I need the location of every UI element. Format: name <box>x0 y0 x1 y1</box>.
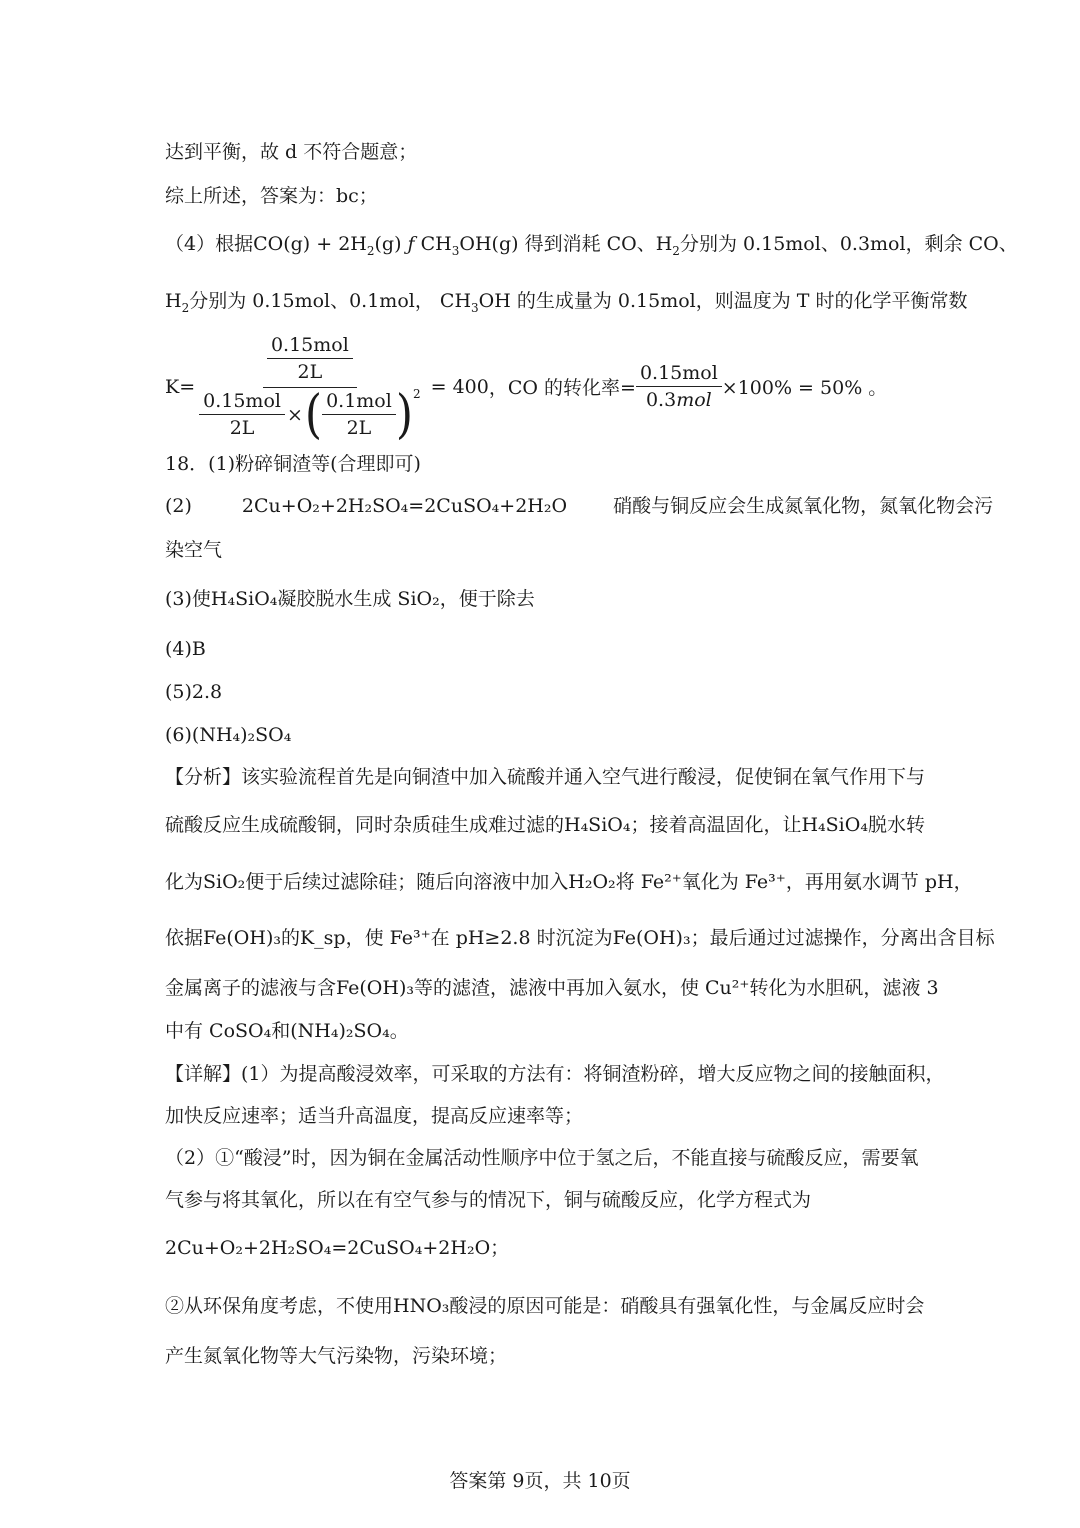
equilibrium-constant-formula: K= $\frac{\text{0.15mol}}{2L}$ $\frac{\text{0.15mol}}{2L}$ × ( $\frac{\text{0.1mol}}{2L}$ ) 2 = 400 ，CO 的转化率= $\frac{\text{0.15mol}}{\text{0.3mol}}$ ×100% = 50% 。 <box>165 334 888 445</box>
detail-equation: 2Cu+O₂+2H₂SO₄=2CuSO₄+2H₂O； <box>165 1237 510 1259</box>
detail-line: 气参与将其氧化，所以在有空气参与的情况下，铜与硫酸反应，化学方程式为 <box>165 1189 812 1211</box>
analysis-line: 硫酸反应生成硫酸铜，同时杂质硅生成难过滤的H₄SiO₄；接着高温固化，让H₄SiO₄脱水转 <box>165 814 925 836</box>
detail-line: 产生氮氧化物等大气污染物，污染环境； <box>165 1345 508 1367</box>
text-line: 综上所述，答案为：bc； <box>165 185 378 207</box>
analysis-line: 中有 CoSO₄和(NH₄)₂SO₄。 <box>165 1020 409 1042</box>
text-line: 染空气 <box>165 539 223 561</box>
page-footer: 答案第 9页，共 10页 <box>449 1470 631 1492</box>
reaction-equation: $CO(g) + 2H_2(g)$ ƒ $CH_3OH(g)$ <box>253 233 519 258</box>
detail-line: ②从环保角度考虑，不使用HNO₃酸浸的原因可能是：硝酸具有强氧化性，与金属反应时会 <box>165 1295 925 1317</box>
k-fraction: $\frac{\text{0.15mol}}{2L}$ $\frac{\text{0.15mol}}{2L}$ × ( $\frac{\text{0.1mol}}{2L}$ ) 2 <box>195 334 425 439</box>
answer-6: (6)(NH₄)₂SO₄ <box>165 724 292 746</box>
detail-line: （2）①“酸浸”时，因为铜在金属活动性顺序中位于氢之后，不能直接与硫酸反应，需要氧 <box>165 1147 919 1169</box>
analysis-line: 【分析】该实验流程首先是向铜渣中加入硫酸并通入空气进行酸浸，促使铜在氧气作用下与 <box>165 766 926 788</box>
answer-3: (3)使H₄SiO₄凝胶脱水生成 SiO₂，便于除去 <box>165 588 535 610</box>
analysis-line: 依据Fe(OH)₃的K_sp，使 Fe³⁺在 pH≥2.8 时沉淀为Fe(OH)₃；最后通过过滤操作，分离出含目标 <box>165 927 995 949</box>
analysis-line: 金属离子的滤液与含Fe(OH)₃等的滤渣，滤液中再加入氨水，使 Cu²⁺转化为水胆矾，滤液 3 <box>165 977 939 999</box>
answer-4: (4)B <box>165 638 206 660</box>
analysis-line: 化为SiO₂便于后续过滤除硅；随后向溶液中加入H₂O₂将 Fe²⁺氧化为 Fe³⁺，再用氨水调节 pH， <box>165 871 973 893</box>
answer-2: (2) 2Cu+O₂+2H₂SO₄=2CuSO₄+2H₂O 硝酸与铜反应会生成氮氧化物，氮氧化物会污 <box>165 495 994 517</box>
text-line: 达到平衡，故 d 不符合题意； <box>165 141 418 163</box>
text-line: $H_2$分别为 0.15mol、0.1mol， $CH_3OH$ 的生成量为 0.15mol，则温度为 T 时的化学平衡常数 <box>165 290 968 315</box>
text-line-equilibrium: （4）根据$CO(g) + 2H_2(g)$ ƒ $CH_3OH(g)$ 得到消耗 CO、$H_2$分别为 0.15mol、0.3mol，剩余 CO、 <box>165 233 1018 258</box>
detail-line: 【详解】(1）为提高酸浸效率，可采取的方法有：将铜渣粉碎，增大反应物之间的接触面积， <box>165 1063 945 1085</box>
conversion-fraction: $\frac{\text{0.15mol}}{\text{0.3mol}}$ <box>636 362 722 411</box>
question-18: 18．(1)粉碎铜渣等(合理即可) <box>165 453 421 475</box>
answer-5: (5)2.8 <box>165 681 223 703</box>
detail-line: 加快反应速率；适当升高温度，提高反应速率等； <box>165 1105 584 1127</box>
